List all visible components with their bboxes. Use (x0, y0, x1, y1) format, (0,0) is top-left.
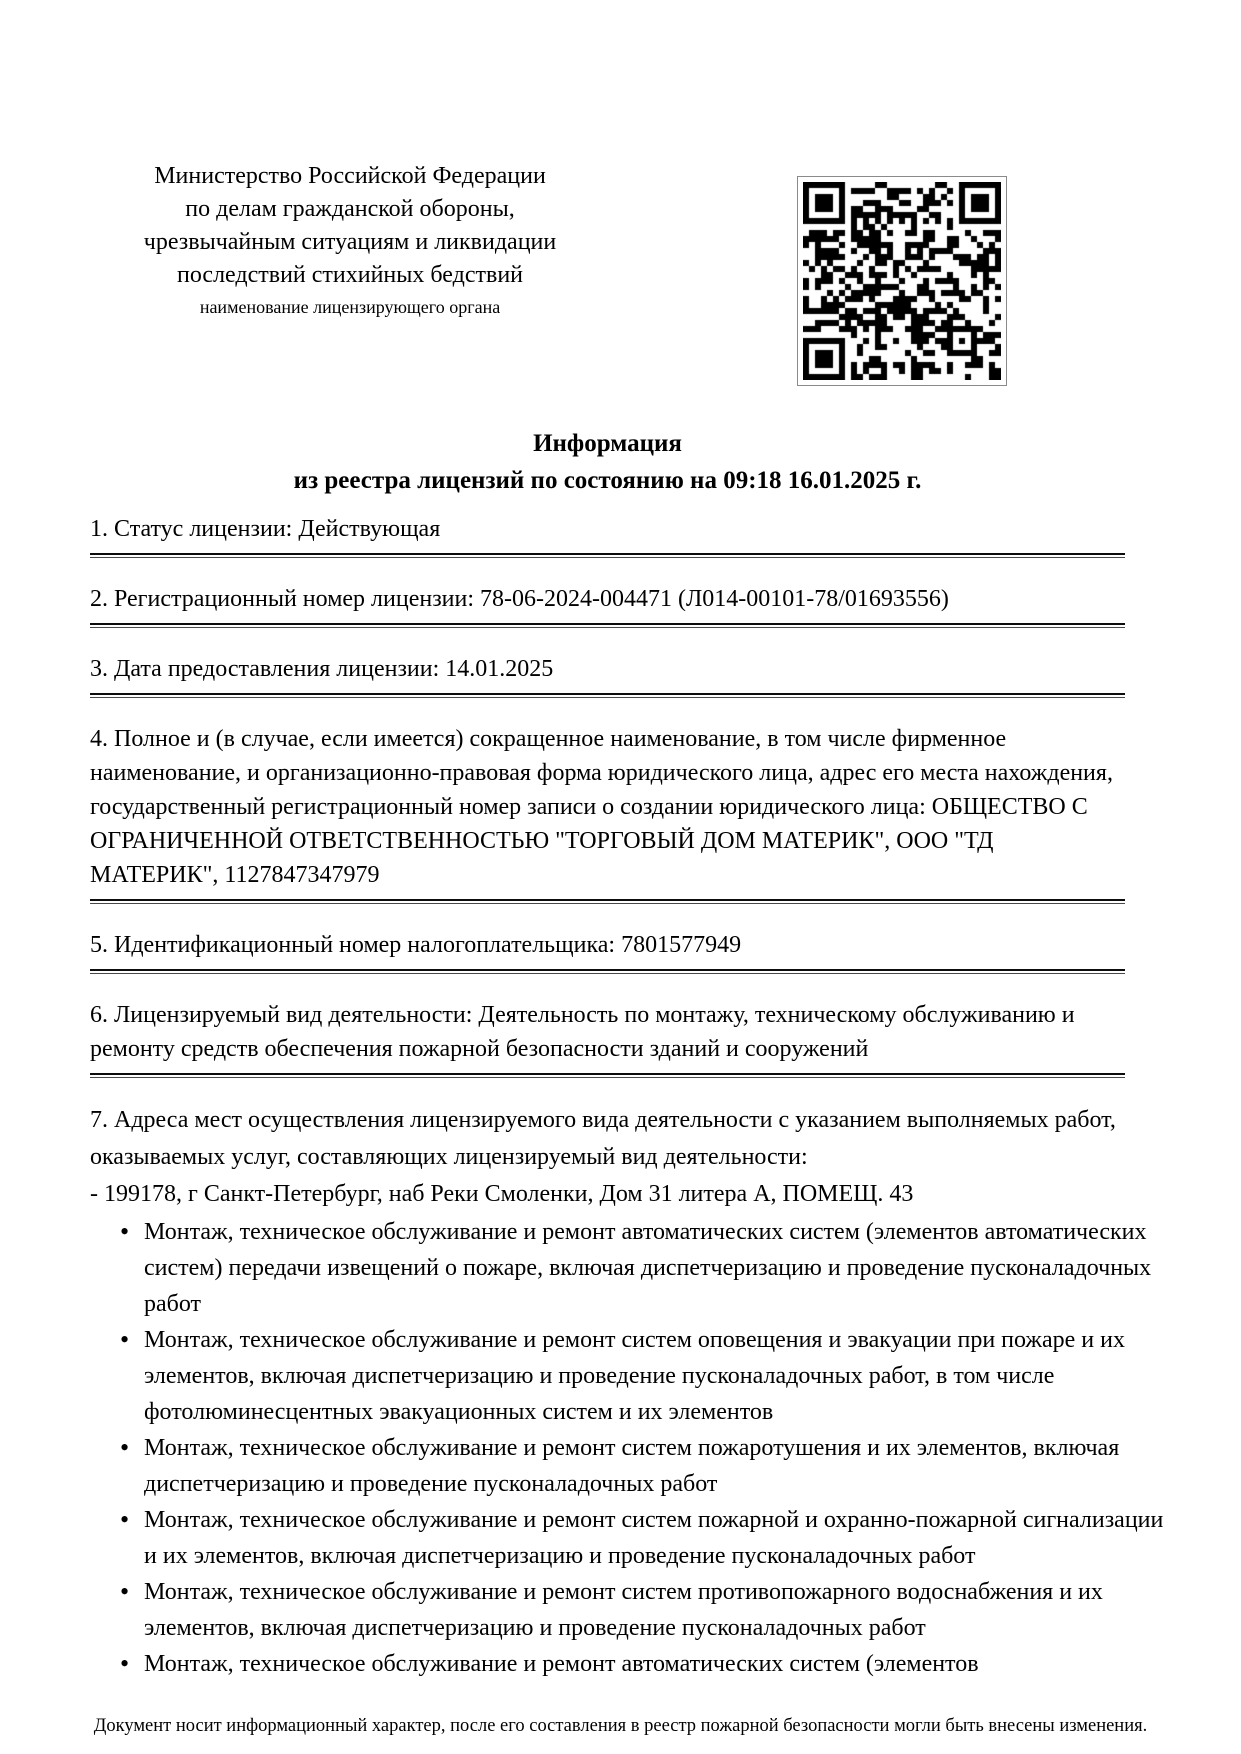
field-underline (90, 693, 1125, 695)
licensing-authority-caption: наименование лицензирующего органа (199, 297, 501, 317)
license-number-text: 2. Регистрационный номер лицензии: 78-06-2024-004471 (Л014-00101-78/01693556) (90, 586, 949, 612)
field-underline (90, 969, 1125, 971)
qr-code (797, 176, 1007, 386)
license-number-field (90, 582, 1125, 625)
licensing-authority-block (85, 160, 615, 319)
works-list (90, 1214, 1164, 1682)
document-title-block (90, 425, 1125, 499)
activity-type-text: 6. Лицензируемый вид деятельности: Деятельность по монтажу, техническому обслуживанию и ремонту средств обеспечения пожарной безопасности зданий и сооружений (90, 1002, 1075, 1062)
work-item: • Монтаж, техническое обслуживание и ремонт автоматических систем (элементов автоматических систем) передачи извещений о пожаре, включая диспетчеризацию и проведение пусконаладочных работ (118, 1214, 1164, 1322)
license-date-text: 3. Дата предоставления лицензии: 14.01.2025 (90, 656, 554, 682)
license-date-field (90, 652, 1125, 695)
field-underline (90, 899, 1125, 901)
qr-code-image (803, 182, 1001, 380)
document-body (90, 512, 1164, 1682)
address-line: - 199178, г Санкт-Петербург, наб Реки Смоленки, Дом 31 литера А, ПОМЕЩ. 43 (90, 1181, 914, 1207)
organization-field (90, 722, 1125, 901)
ministry-name-line-3: чрезвычайным ситуациям и ликвидации (143, 229, 557, 255)
license-status-field (90, 512, 1125, 555)
work-item: • Монтаж, техническое обслуживание и ремонт систем пожарной и охранно-пожарной сигнализации и их элементов, включая диспетчеризацию и проведение пусконаладочных работ (118, 1502, 1164, 1574)
organization-text: 4. Полное и (в случае, если имеется) сокращенное наименование, в том числе фирменное наименование, и организационно-правовая форма юридического лица, адрес его места нахождения, государственный регистрационный номер записи о создании юридического лица: ОБЩЕСТВО С ОГРАНИЧЕННОЙ ОТВЕТСТВЕННОСТЬЮ "ТОРГОВЫЙ ДОМ МАТЕРИК", ООО "ТД МАТЕРИК", 1127847347979 (90, 726, 1113, 888)
ministry-name-line-4: последствий стихийных бедствий (176, 262, 524, 288)
license-status-text: 1. Статус лицензии: Действующая (90, 516, 441, 542)
footer-note: Документ носит информационный характер, после его составления в реестр пожарной безопасности могли быть внесены изменения. (93, 1716, 1148, 1736)
document-subtitle: из реестра лицензий по состоянию на 09:18 16.01.2025 г. (293, 467, 922, 494)
inn-field (90, 928, 1125, 971)
document-title: Информация (533, 430, 682, 457)
work-item: • Монтаж, техническое обслуживание и ремонт систем противопожарного водоснабжения и их элементов, включая диспетчеризацию и проведение пусконаладочных работ (118, 1574, 1164, 1646)
activity-type-field (90, 998, 1125, 1075)
work-item: • Монтаж, техническое обслуживание и ремонт систем оповещения и эвакуации при пожаре и их элементов, включая диспетчеризацию и проведение пусконаладочных работ, в том числе фотолюминесцентных эвакуационных систем и их элементов (118, 1322, 1164, 1430)
ministry-name-line-1: Министерство Российской Федерации (154, 163, 546, 189)
addresses-section (90, 1102, 1164, 1682)
ministry-name-line-2: по делам гражданской обороны, (185, 196, 515, 222)
inn-text: 5. Идентификационный номер налогоплательщика: 7801577949 (90, 932, 742, 958)
work-item: • Монтаж, техническое обслуживание и ремонт автоматических систем (элементов (118, 1646, 1164, 1682)
field-underline (90, 553, 1125, 555)
addresses-intro: 7. Адреса мест осуществления лицензируемого вида деятельности с указанием выполняемых работ, оказываемых услуг, составляющих лицензируемый вид деятельности: (90, 1107, 1116, 1170)
field-underline (90, 1073, 1125, 1075)
field-underline (90, 623, 1125, 625)
work-item: • Монтаж, техническое обслуживание и ремонт систем пожаротушения и их элементов, включая диспетчеризацию и проведение пусконаладочных работ (118, 1430, 1164, 1502)
